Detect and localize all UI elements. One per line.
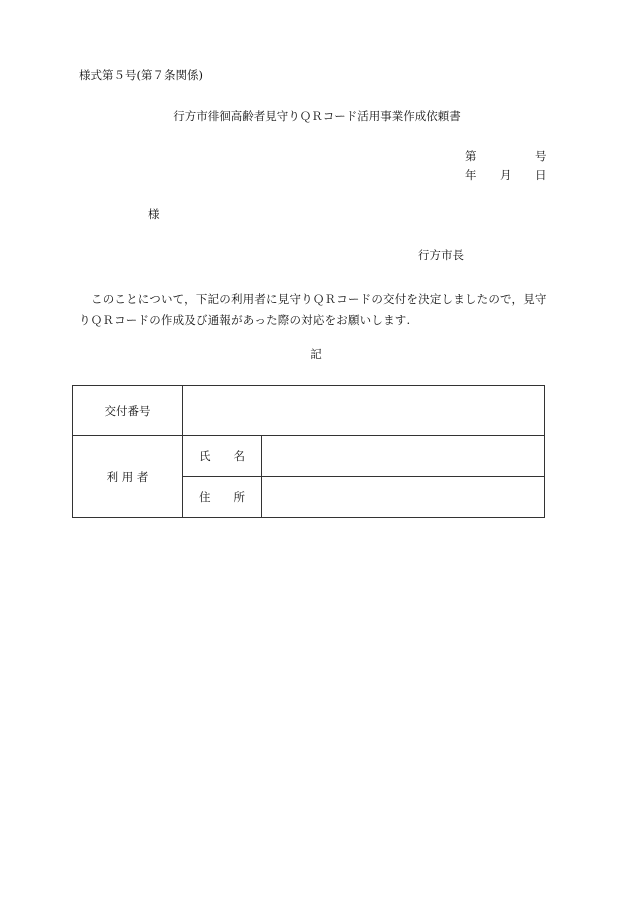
issue-number-field[interactable] — [183, 386, 545, 436]
number-prefix: 第 — [465, 149, 477, 163]
document-title: 行方市徘徊高齢者見守りＱＲコード活用事業作成依頼書 — [173, 109, 461, 123]
issue-number-label: 交付番号 — [73, 386, 183, 436]
name-label: 氏 名 — [183, 436, 262, 477]
user-label: 利 用 者 — [73, 436, 183, 518]
user-name-row — [73, 436, 545, 477]
body-paragraph — [79, 289, 553, 331]
date-year: 年 — [465, 168, 477, 182]
address-field[interactable] — [262, 477, 545, 518]
ki-heading: 記 — [310, 347, 322, 361]
issuer-name: 行方市長 — [418, 248, 464, 262]
addressee-suffix: 様 — [148, 207, 160, 221]
request-form-table — [72, 385, 545, 518]
issue-number-row — [73, 386, 545, 436]
address-label: 住 所 — [183, 477, 262, 518]
body-text: このことについて，下記の利用者に見守りＱＲコードの交付を決定しましたので，見守りＱＲコードの作成及び通報があった際の対応をお願いします. — [79, 292, 547, 327]
name-field[interactable] — [262, 436, 545, 477]
form-number: 様式第５号(第７条関係) — [79, 68, 203, 82]
date-month: 月 — [500, 168, 512, 182]
date-day: 日 — [535, 168, 547, 182]
number-suffix: 号 — [535, 149, 547, 163]
